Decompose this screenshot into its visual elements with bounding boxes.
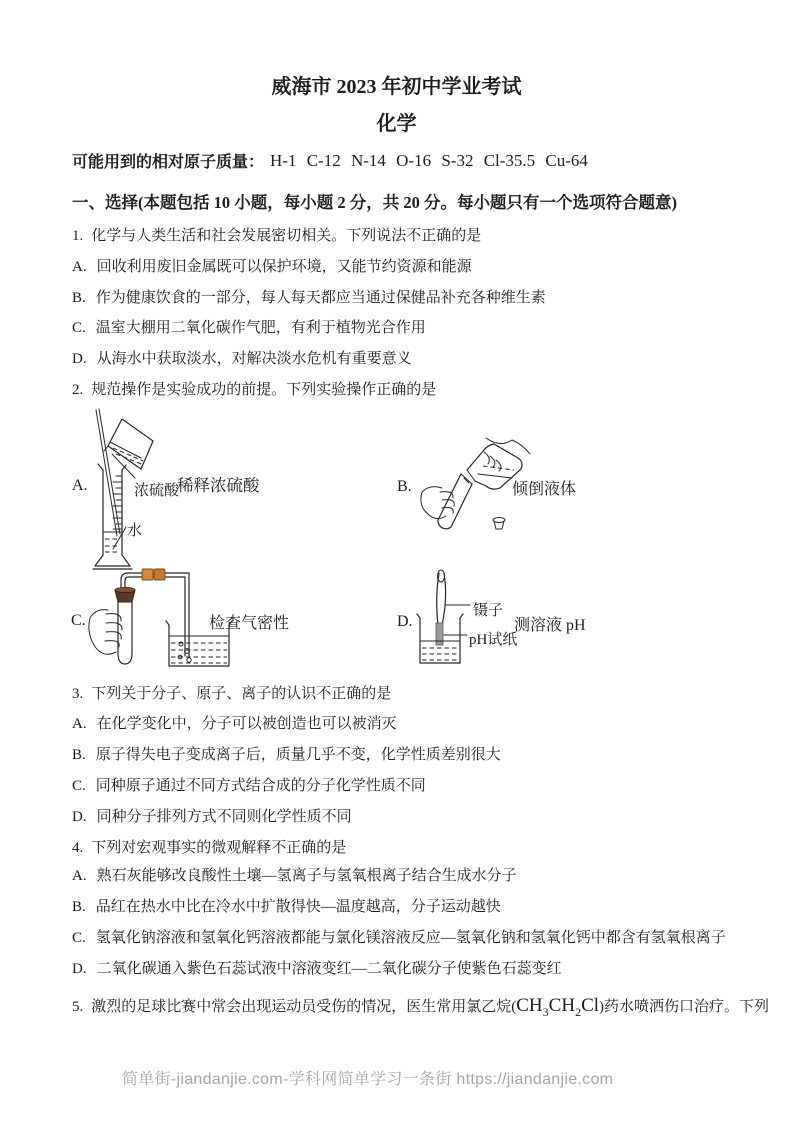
question-4-option-c: [72, 928, 726, 948]
question-number: 4.: [72, 840, 84, 856]
page-title: 威海市 2023 年初中学业考试: [271, 76, 522, 98]
glass-rod: [96, 409, 120, 536]
formula-subscript: 2: [575, 1004, 582, 1019]
figure-b-label: B.: [397, 478, 412, 495]
option-text: 品红在热水中比在冷水中扩散得快—温度越高，分子运动越快: [95, 899, 501, 915]
footer-watermark: 简单街-jiandanjie.com-学科网简单学习一条街 https://jiandanjie.com: [122, 1071, 614, 1088]
option-text: 氢氧化钠溶液和氢氧化钙溶液都能与氯化镁溶液反应—氢氧化钠和氢氧化钙中都含有氢氧根离子: [95, 930, 726, 946]
option-text: 在化学变化中，分子可以被创造也可以被消灭: [96, 716, 397, 732]
figure-d-caption: 测溶液 pH: [514, 617, 586, 634]
question-1-option-d: [72, 349, 412, 369]
option-label: D.: [72, 351, 87, 367]
stem-text-pre: 激烈的足球比赛中常会出现运动员受伤的情况，医生常用氯乙烷(: [91, 999, 517, 1015]
question-number: 1.: [72, 228, 84, 244]
option-label: B.: [72, 899, 86, 915]
rubber-stopper: [115, 587, 135, 602]
question-3-option-c: [72, 776, 426, 796]
stem-text: 规范操作是实验成功的前提。下列实验操作正确的是: [91, 382, 437, 398]
pouring-beaker: [104, 419, 153, 478]
label-concentrated-acid: 浓硫酸: [134, 483, 180, 499]
question-4-option-a: [72, 866, 517, 886]
section-heading: 一、选择(本题包括 10 小题，每小题 2 分，共 20 分。每小题只有一个选项符合题意): [72, 193, 677, 212]
question-4-option-d: [72, 959, 562, 979]
option-text: 二氧化碳通入紫色石蕊试液中溶液变红—二氧化碳分子使紫色石蕊变红: [96, 961, 562, 977]
label-water: 水: [127, 523, 143, 539]
question-1-stem: [72, 226, 481, 246]
question-1-option-c: [72, 318, 426, 338]
figure-b-drawing: [420, 436, 535, 536]
option-label: A.: [72, 259, 87, 275]
question-3-stem: [72, 684, 391, 704]
page-subtitle: 化学: [376, 113, 417, 135]
beaker: [417, 614, 463, 663]
option-text: 同种原子通过不同方式结合成的分子化学性质不同: [95, 778, 426, 794]
formula-subscript: 3: [542, 1004, 549, 1019]
beaker: [166, 621, 232, 666]
upper-hand: [484, 438, 530, 471]
option-label: D.: [72, 809, 87, 825]
option-label: C.: [72, 778, 86, 794]
acid-leader-line: [112, 454, 135, 478]
option-text: 从海水中获取淡水，对解决淡水危机有重要意义: [96, 351, 412, 367]
option-label: A.: [72, 868, 87, 884]
option-label: A.: [72, 716, 87, 732]
lower-hand: [421, 487, 454, 519]
formula-part: CH: [548, 995, 576, 1016]
option-label: C.: [72, 930, 86, 946]
figure-c-drawing: [88, 560, 288, 672]
question-number: 2.: [72, 382, 84, 398]
reagent-bottle: [467, 444, 522, 489]
label-ph-paper: pH试纸: [469, 632, 518, 648]
question-3-option-a: [72, 714, 397, 734]
question-number: 3.: [72, 686, 84, 702]
option-label: B.: [72, 290, 86, 306]
question-3-option-b: [72, 745, 501, 765]
water-leader-line: [113, 527, 126, 549]
option-text: 同种分子排列方式不同则化学性质不同: [96, 809, 352, 825]
option-label: D.: [72, 961, 87, 977]
stem-text: 化学与人类生活和社会发展密切相关。下列说法不正确的是: [91, 228, 482, 244]
test-tube: [118, 602, 132, 664]
holding-hand: [89, 610, 122, 655]
figure-a-label: A.: [72, 477, 88, 494]
figure-d-label: D.: [397, 613, 413, 630]
label-tweezers: 镊子: [473, 603, 504, 619]
option-text: 回收利用废旧金属既可以保护环境，又能节约资源和能源: [96, 259, 472, 275]
question-number: 5.: [72, 999, 84, 1015]
chemical-formula: [516, 995, 600, 1019]
gas-tube: [121, 573, 189, 656]
option-label: B.: [72, 747, 86, 763]
question-4-option-b: [72, 897, 501, 917]
figure-a-drawing: [86, 408, 261, 580]
option-text: 原子得失电子变成离子后，质量几乎不变，化学性质差别很大: [95, 747, 501, 763]
question-1-option-b: [72, 288, 546, 308]
stem-text: 下列对宏观事实的微观解释不正确的是: [91, 840, 347, 856]
option-text: 温室大棚用二氧化碳作气肥，有利于植物光合作用: [95, 320, 426, 336]
option-text: 熟石灰能够改良酸性土壤—氢离子与氢氧根离子结合生成水分子: [96, 868, 517, 884]
stem-text-post: )药水喷洒伤口治疗。下列: [599, 999, 770, 1015]
dropped-stopper: [493, 518, 505, 530]
question-5-stem: [72, 994, 769, 1024]
atomic-mass-line: [72, 152, 588, 173]
atomic-mass-label: 可能用到的相对原子质量：: [72, 154, 265, 171]
figure-c-caption: 检查气密性: [209, 615, 290, 632]
ph-paper-strip: [436, 623, 443, 645]
atomic-mass-values: H-1 C-12 N-14 O-16 S-32 Cl-35.5 Cu-64: [270, 151, 588, 170]
tube-connector: [142, 569, 165, 580]
tweezers: [437, 570, 446, 625]
bubbles: [178, 642, 191, 662]
figure-a-caption: 稀释浓硫酸: [177, 476, 260, 495]
option-text: 作为健康饮食的一部分，每人每天都应当通过保健品补充各种维生素: [95, 290, 546, 306]
question-3-option-d: [72, 807, 352, 827]
figure-d-drawing: [414, 563, 514, 668]
formula-part: Cl: [581, 995, 600, 1016]
stem-text: 下列关于分子、原子、离子的认识不正确的是: [91, 686, 392, 702]
option-label: C.: [72, 320, 86, 336]
test-tube: [438, 474, 472, 529]
figure-b-caption: 倾倒液体: [512, 481, 577, 498]
figure-c-label: C.: [71, 612, 86, 629]
question-2-stem: [72, 380, 436, 400]
question-4-stem: [72, 838, 346, 858]
question-1-option-a: [72, 257, 472, 277]
graduated-cylinder: [93, 464, 132, 569]
formula-part: CH: [516, 995, 543, 1016]
